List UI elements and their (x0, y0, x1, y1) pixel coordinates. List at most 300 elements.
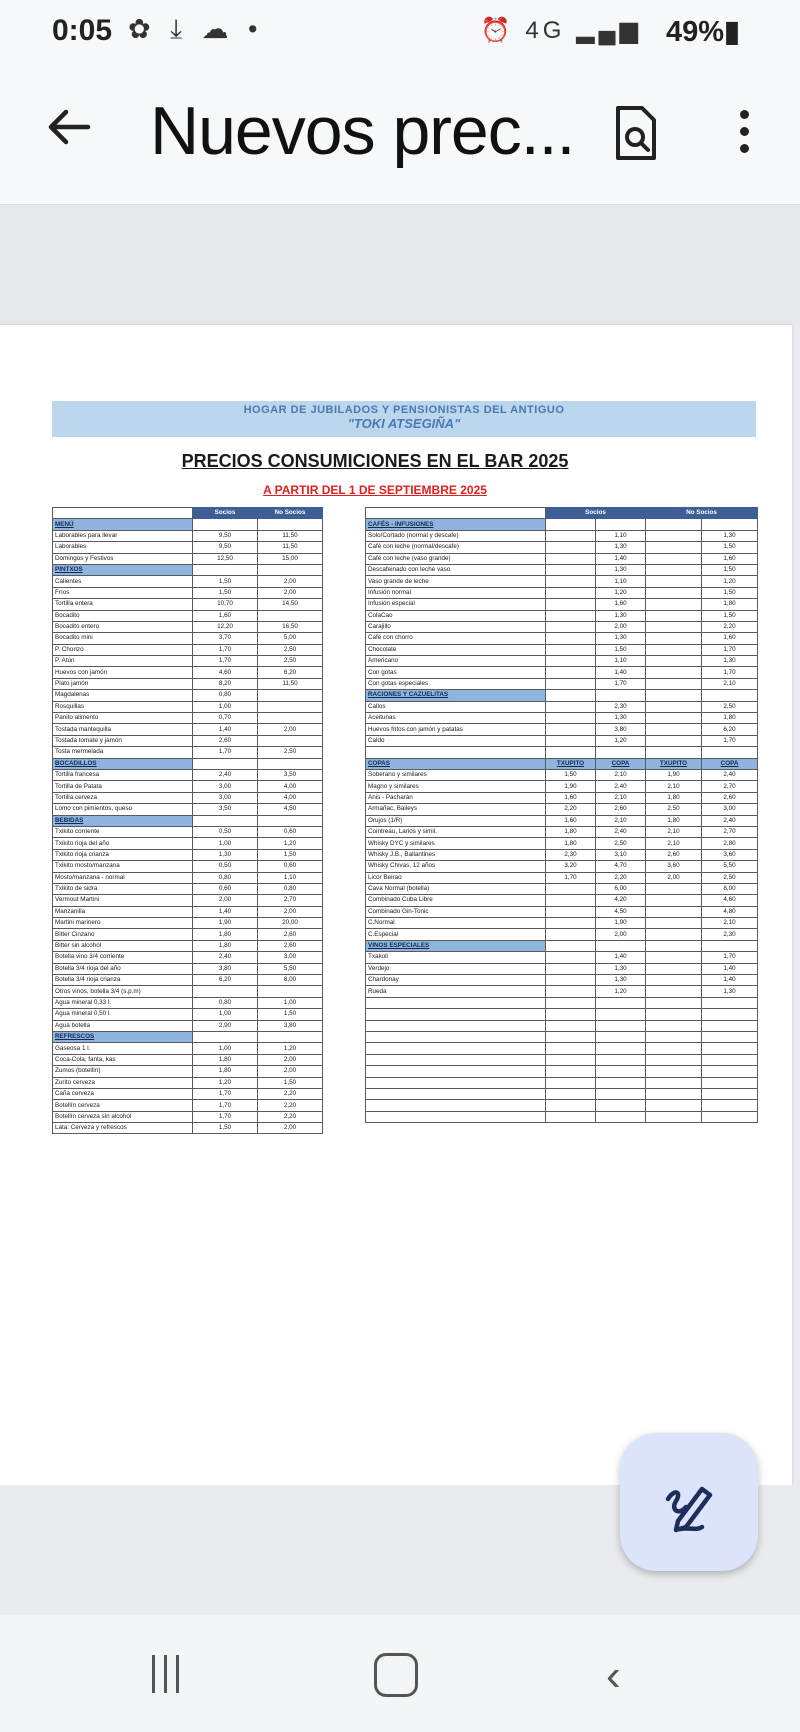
item-name: C.Normal (366, 918, 546, 929)
price-cell: 0,80 (193, 690, 258, 701)
cell (546, 1100, 596, 1111)
price-cell (546, 667, 596, 678)
price-cell (646, 621, 702, 632)
price-cell: 1,30 (702, 986, 758, 997)
column-subheader: COPA (702, 758, 758, 769)
price-cell: 9,50 (193, 542, 258, 553)
price-cell: 3,00 (258, 952, 323, 963)
item-name: P. Atún (53, 656, 193, 667)
price-cell (546, 553, 596, 564)
item-name: Txikito rioja del año (53, 838, 193, 849)
price-cell (646, 906, 702, 917)
price-cell: 2,40 (702, 815, 758, 826)
price-cell: 1,50 (546, 769, 596, 780)
price-cell: 1,80 (646, 792, 702, 803)
banner-line1: HOGAR DE JUBILADOS Y PENSIONISTAS DEL ANTIGUO (243, 404, 565, 416)
item-name: Plato jamón (53, 678, 193, 689)
price-cell: 1,60 (546, 815, 596, 826)
price-cell: 1,20 (258, 838, 323, 849)
item-name: Orujos (1/R) (366, 815, 546, 826)
price-cell (646, 656, 702, 667)
empty-row (366, 997, 758, 1008)
item-name: Bocadito (53, 610, 193, 621)
price-cell: 1,10 (596, 576, 646, 587)
price-cell (546, 963, 596, 974)
item-name: Cointreau, Larios y simil. (366, 826, 546, 837)
price-cell: 1,80 (646, 815, 702, 826)
price-cell (646, 599, 702, 610)
price-cell: 1,70 (193, 1100, 258, 1111)
cell (596, 1043, 646, 1054)
table-row (53, 1066, 323, 1077)
price-cell: 1,80 (702, 599, 758, 610)
item-name: Txikito de sidra (53, 883, 193, 894)
item-name: Carajillo (366, 621, 546, 632)
item-name: Con gotas (366, 667, 546, 678)
price-cell: 1,00 (258, 997, 323, 1008)
section-label: VINOS ESPECIALES (366, 940, 546, 951)
price-cell: 1,30 (596, 963, 646, 974)
price-cell: 1,70 (193, 747, 258, 758)
item-name: Txikito mosto/manzana (53, 861, 193, 872)
price-cell: 2,40 (596, 781, 646, 792)
price-cell: 2,00 (258, 1123, 323, 1134)
cell (193, 758, 258, 769)
section-row (53, 1031, 323, 1042)
price-cell: 2,70 (702, 781, 758, 792)
price-cell (546, 701, 596, 712)
table-row (366, 599, 758, 610)
table-row (53, 701, 323, 712)
table-row (366, 769, 758, 780)
cell (702, 940, 758, 951)
price-cell: 1,20 (258, 1043, 323, 1054)
price-cell: 3,60 (646, 861, 702, 872)
item-name: Botella vino 3/4 corriente (53, 952, 193, 963)
cell (366, 1009, 546, 1020)
nav-back-icon[interactable]: ‹ (606, 1651, 621, 1700)
price-cell (258, 701, 323, 712)
price-cell: 3,50 (193, 804, 258, 815)
item-name: Rosquillas (53, 701, 193, 712)
cell (596, 1020, 646, 1031)
item-name: Combinado Gin-Tonic (366, 906, 546, 917)
section-row (366, 940, 758, 951)
item-name: Lata: Cerveza y refrescos (53, 1123, 193, 1134)
price-cell (646, 713, 702, 724)
table-row (53, 599, 323, 610)
section-label: REFRESCOS (53, 1031, 193, 1042)
price-cell: 1,10 (258, 872, 323, 883)
empty-row (366, 1066, 758, 1077)
price-cell: 1,70 (702, 735, 758, 746)
price-cell: 9,50 (193, 530, 258, 541)
table-row (53, 678, 323, 689)
price-cell: 1,90 (646, 769, 702, 780)
item-name: Caña cerveza (53, 1088, 193, 1099)
cell (596, 1031, 646, 1042)
item-name: Manzanilla (53, 906, 193, 917)
price-cell: 20,00 (258, 918, 323, 929)
table-row (53, 1020, 323, 1031)
more-vert-icon[interactable] (732, 104, 756, 164)
doc-title: PRECIOS CONSUMICIONES EN EL BAR 2025 (181, 451, 569, 471)
item-name: Chardonay (366, 975, 546, 986)
table-row (366, 610, 758, 621)
price-cell: 1,80 (193, 1066, 258, 1077)
price-cell: 2,10 (646, 781, 702, 792)
item-name: Tostada mantequilla (53, 724, 193, 735)
price-cell: 11,50 (258, 678, 323, 689)
header-blank (366, 508, 546, 519)
price-cell: 1,40 (596, 952, 646, 963)
price-cell: 2,10 (702, 678, 758, 689)
search-document-icon[interactable] (612, 104, 664, 164)
price-cell: 6,20 (258, 667, 323, 678)
cell (366, 747, 546, 758)
item-name: Mosto/manzana - normal (53, 872, 193, 883)
notification-icons: ✿ ⤓ ☁ • (128, 14, 264, 44)
item-name: Coca-Cola, fanta, kas (53, 1054, 193, 1065)
banner-line2: "TOKI ATSEGIÑA" (347, 416, 461, 431)
price-cell: 14,50 (258, 599, 323, 610)
table-row (366, 929, 758, 940)
price-cell: 5,50 (258, 963, 323, 974)
table-row (53, 553, 323, 564)
price-cell: 2,40 (193, 769, 258, 780)
cell (366, 1111, 546, 1122)
cell (646, 997, 702, 1008)
cell (546, 1088, 596, 1099)
price-cell: 2,10 (646, 838, 702, 849)
price-cell (646, 587, 702, 598)
item-name: Txakoli (366, 952, 546, 963)
column-header: Socios (546, 508, 646, 519)
price-cell: 1,60 (702, 553, 758, 564)
table-row (366, 804, 758, 815)
price-cell: 2,40 (596, 826, 646, 837)
item-name: Tortilla cerveza (53, 792, 193, 803)
price-cell: 1,30 (702, 656, 758, 667)
price-cell: 2,50 (258, 656, 323, 667)
price-cell (646, 883, 702, 894)
price-cell: 0,50 (193, 861, 258, 872)
section-row (366, 690, 758, 701)
price-cell: 1,20 (596, 587, 646, 598)
price-cell: 1,40 (193, 724, 258, 735)
table-row (53, 963, 323, 974)
item-name: Combinado Cuba Libre (366, 895, 546, 906)
price-cell: 1,60 (596, 599, 646, 610)
price-cell: 1,80 (546, 838, 596, 849)
section-label: PINTXOS (53, 564, 193, 575)
price-cell: 11,50 (258, 542, 323, 553)
price-cell (646, 610, 702, 621)
price-cell: 4,00 (258, 781, 323, 792)
cell (646, 1031, 702, 1042)
price-cell: 2,60 (258, 940, 323, 951)
cell (702, 1088, 758, 1099)
price-cell: 2,20 (546, 804, 596, 815)
cell (646, 1088, 702, 1099)
price-cell: 1,40 (193, 906, 258, 917)
table-row (53, 667, 323, 678)
table-row (53, 940, 323, 951)
item-name: Soberano y similares (366, 769, 546, 780)
price-cell: 1,50 (193, 1123, 258, 1134)
price-cell (646, 963, 702, 974)
cell (546, 747, 596, 758)
price-cell (546, 929, 596, 940)
empty-row (366, 1031, 758, 1042)
table-row (53, 975, 323, 986)
table-row (53, 530, 323, 541)
price-cell: 2,80 (702, 838, 758, 849)
section-row (53, 758, 323, 769)
price-cell (546, 918, 596, 929)
price-cell: 3,20 (546, 861, 596, 872)
price-cell: 2,40 (193, 952, 258, 963)
table-row (366, 906, 758, 917)
table-row (53, 1043, 323, 1054)
table-row (366, 587, 758, 598)
table-row (366, 724, 758, 735)
item-name: Tortilla entera (53, 599, 193, 610)
item-name: Magno y similares (366, 781, 546, 792)
price-cell: 1,70 (193, 644, 258, 655)
cell (366, 1100, 546, 1111)
price-cell: 1,30 (596, 610, 646, 621)
price-cell (546, 678, 596, 689)
item-name: Agua botella (53, 1020, 193, 1031)
table-row (53, 1088, 323, 1099)
cell (546, 1054, 596, 1065)
item-name: Café con leche (normal/descafe) (366, 542, 546, 553)
item-name: Otros vinos, botella 3/4 (s.p.m) (53, 986, 193, 997)
price-cell: 1,00 (193, 838, 258, 849)
price-cell: 2,90 (193, 1020, 258, 1031)
cell (366, 1077, 546, 1088)
item-name: Huevos fritos con jamón y patatas (366, 724, 546, 735)
table-row (53, 735, 323, 746)
price-cell: 1,70 (702, 952, 758, 963)
column-subheader: COPA (596, 758, 646, 769)
cell (193, 519, 258, 530)
price-cell: 6,20 (193, 975, 258, 986)
item-name: Vermout Martini (53, 895, 193, 906)
table-row (53, 986, 323, 997)
item-name: Con gotas especiales (366, 678, 546, 689)
price-cell: 1,20 (596, 986, 646, 997)
cell (258, 519, 323, 530)
table-row (366, 713, 758, 724)
item-name: Gaseosa 1 l. (53, 1043, 193, 1054)
table-row (366, 621, 758, 632)
section-row (53, 815, 323, 826)
item-name: Licor Beirao (366, 872, 546, 883)
table-row (366, 735, 758, 746)
cell (646, 1043, 702, 1054)
price-cell: 15,00 (258, 553, 323, 564)
cell (702, 1066, 758, 1077)
table-row (53, 690, 323, 701)
price-cell: 2,20 (702, 621, 758, 632)
doc-subtitle: A PARTIR DEL 1 DE SEPTIEMBRE 2025 (263, 483, 487, 497)
price-cell: 2,20 (596, 872, 646, 883)
price-cell (546, 644, 596, 655)
table-row (53, 724, 323, 735)
price-cell (646, 564, 702, 575)
item-name: Botella 3/4 rioja del año (53, 963, 193, 974)
cell (546, 1066, 596, 1077)
price-cell: 2,40 (702, 769, 758, 780)
price-cell: 1,70 (546, 872, 596, 883)
cell (646, 1077, 702, 1088)
price-cell: 2,60 (193, 735, 258, 746)
price-cell (646, 633, 702, 644)
price-cell: 8,20 (193, 678, 258, 689)
table-row (366, 701, 758, 712)
item-name: Armañac, Baileys (366, 804, 546, 815)
edit-fab[interactable] (620, 1433, 758, 1571)
item-name: C.Especial (366, 929, 546, 940)
cell (596, 1111, 646, 1122)
price-cell: 2,00 (646, 872, 702, 883)
price-cell: 3,70 (193, 633, 258, 644)
home-icon[interactable] (374, 1653, 418, 1697)
item-name: Agua mineral 0,50 l. (53, 1009, 193, 1020)
table-row (53, 826, 323, 837)
price-cell: 3,00 (193, 792, 258, 803)
price-cell: 5,50 (702, 861, 758, 872)
table-row (366, 633, 758, 644)
table-row (366, 872, 758, 883)
item-name: Bocadito entero (53, 621, 193, 632)
table-row (53, 895, 323, 906)
price-cell: 1,30 (596, 975, 646, 986)
price-cell (546, 656, 596, 667)
item-name: Rueda (366, 986, 546, 997)
table-row (53, 1077, 323, 1088)
item-name: Botellín cerveza sin alcohol (53, 1111, 193, 1122)
price-cell (546, 906, 596, 917)
item-name: Anis - Pacharán (366, 792, 546, 803)
section-label: COPAS (366, 758, 546, 769)
price-cell: 2,00 (596, 621, 646, 632)
table-row (53, 883, 323, 894)
section-row (53, 564, 323, 575)
price-cell: 1,70 (702, 644, 758, 655)
price-cell: 2,70 (702, 826, 758, 837)
price-cell: 1,70 (702, 667, 758, 678)
table-row (366, 975, 758, 986)
price-cell: 0,80 (258, 883, 323, 894)
table-row (53, 610, 323, 621)
price-cell: 1,30 (596, 564, 646, 575)
cell (546, 690, 596, 701)
cell (258, 815, 323, 826)
cell (546, 1077, 596, 1088)
price-cell: 5,00 (258, 633, 323, 644)
price-cell (646, 542, 702, 553)
table-row (366, 542, 758, 553)
empty-row (366, 1077, 758, 1088)
section-row (366, 519, 758, 530)
app-bar (0, 64, 800, 205)
price-cell: 2,00 (258, 906, 323, 917)
cell (702, 1054, 758, 1065)
price-cell: 1,30 (596, 633, 646, 644)
price-cell: 1,70 (193, 1088, 258, 1099)
recents-icon[interactable] (152, 1655, 192, 1695)
price-cell: 2,30 (546, 849, 596, 860)
cell (646, 1009, 702, 1020)
cell (596, 940, 646, 951)
price-cell: 2,00 (258, 587, 323, 598)
cell (366, 1043, 546, 1054)
price-cell: 2,60 (646, 849, 702, 860)
price-cell: 1,80 (546, 826, 596, 837)
cell (366, 1054, 546, 1065)
price-cell: 1,60 (193, 610, 258, 621)
cell (193, 564, 258, 575)
table-row (53, 621, 323, 632)
price-cell: 8,00 (258, 975, 323, 986)
clock: 0:05 (52, 14, 113, 47)
cell (596, 997, 646, 1008)
price-cell: 0,50 (193, 826, 258, 837)
table-row (53, 792, 323, 803)
price-cell: 6,20 (702, 724, 758, 735)
price-cell (546, 895, 596, 906)
price-cell: 1,90 (546, 781, 596, 792)
item-name: Tortilla francesa (53, 769, 193, 780)
price-cell (546, 724, 596, 735)
viewer-background (0, 205, 800, 325)
price-cell (646, 975, 702, 986)
table-row (53, 633, 323, 644)
price-cell (546, 883, 596, 894)
cell (702, 1111, 758, 1122)
cell (646, 519, 702, 530)
table-header (53, 508, 323, 519)
table-row (53, 872, 323, 883)
price-cell: 3,00 (702, 804, 758, 815)
price-cell: 2,70 (258, 895, 323, 906)
price-cell (646, 644, 702, 655)
price-cell: 2,50 (596, 838, 646, 849)
cell (596, 519, 646, 530)
price-cell: 2,20 (258, 1088, 323, 1099)
table-row (53, 952, 323, 963)
price-cell (546, 587, 596, 598)
price-cell: 0,80 (193, 872, 258, 883)
price-cell: 1,10 (596, 656, 646, 667)
price-cell: 2,50 (702, 701, 758, 712)
arrow-left-icon[interactable] (44, 102, 104, 162)
price-cell (258, 713, 323, 724)
cell (596, 1066, 646, 1077)
table-row (366, 564, 758, 575)
price-cell: 3,80 (258, 1020, 323, 1031)
item-name: Bocadito mini (53, 633, 193, 644)
cell (546, 1020, 596, 1031)
item-name: Tortilla de Patata (53, 781, 193, 792)
price-cell: 2,10 (596, 792, 646, 803)
table-row (53, 644, 323, 655)
table-row (366, 963, 758, 974)
price-cell: 3,80 (193, 963, 258, 974)
